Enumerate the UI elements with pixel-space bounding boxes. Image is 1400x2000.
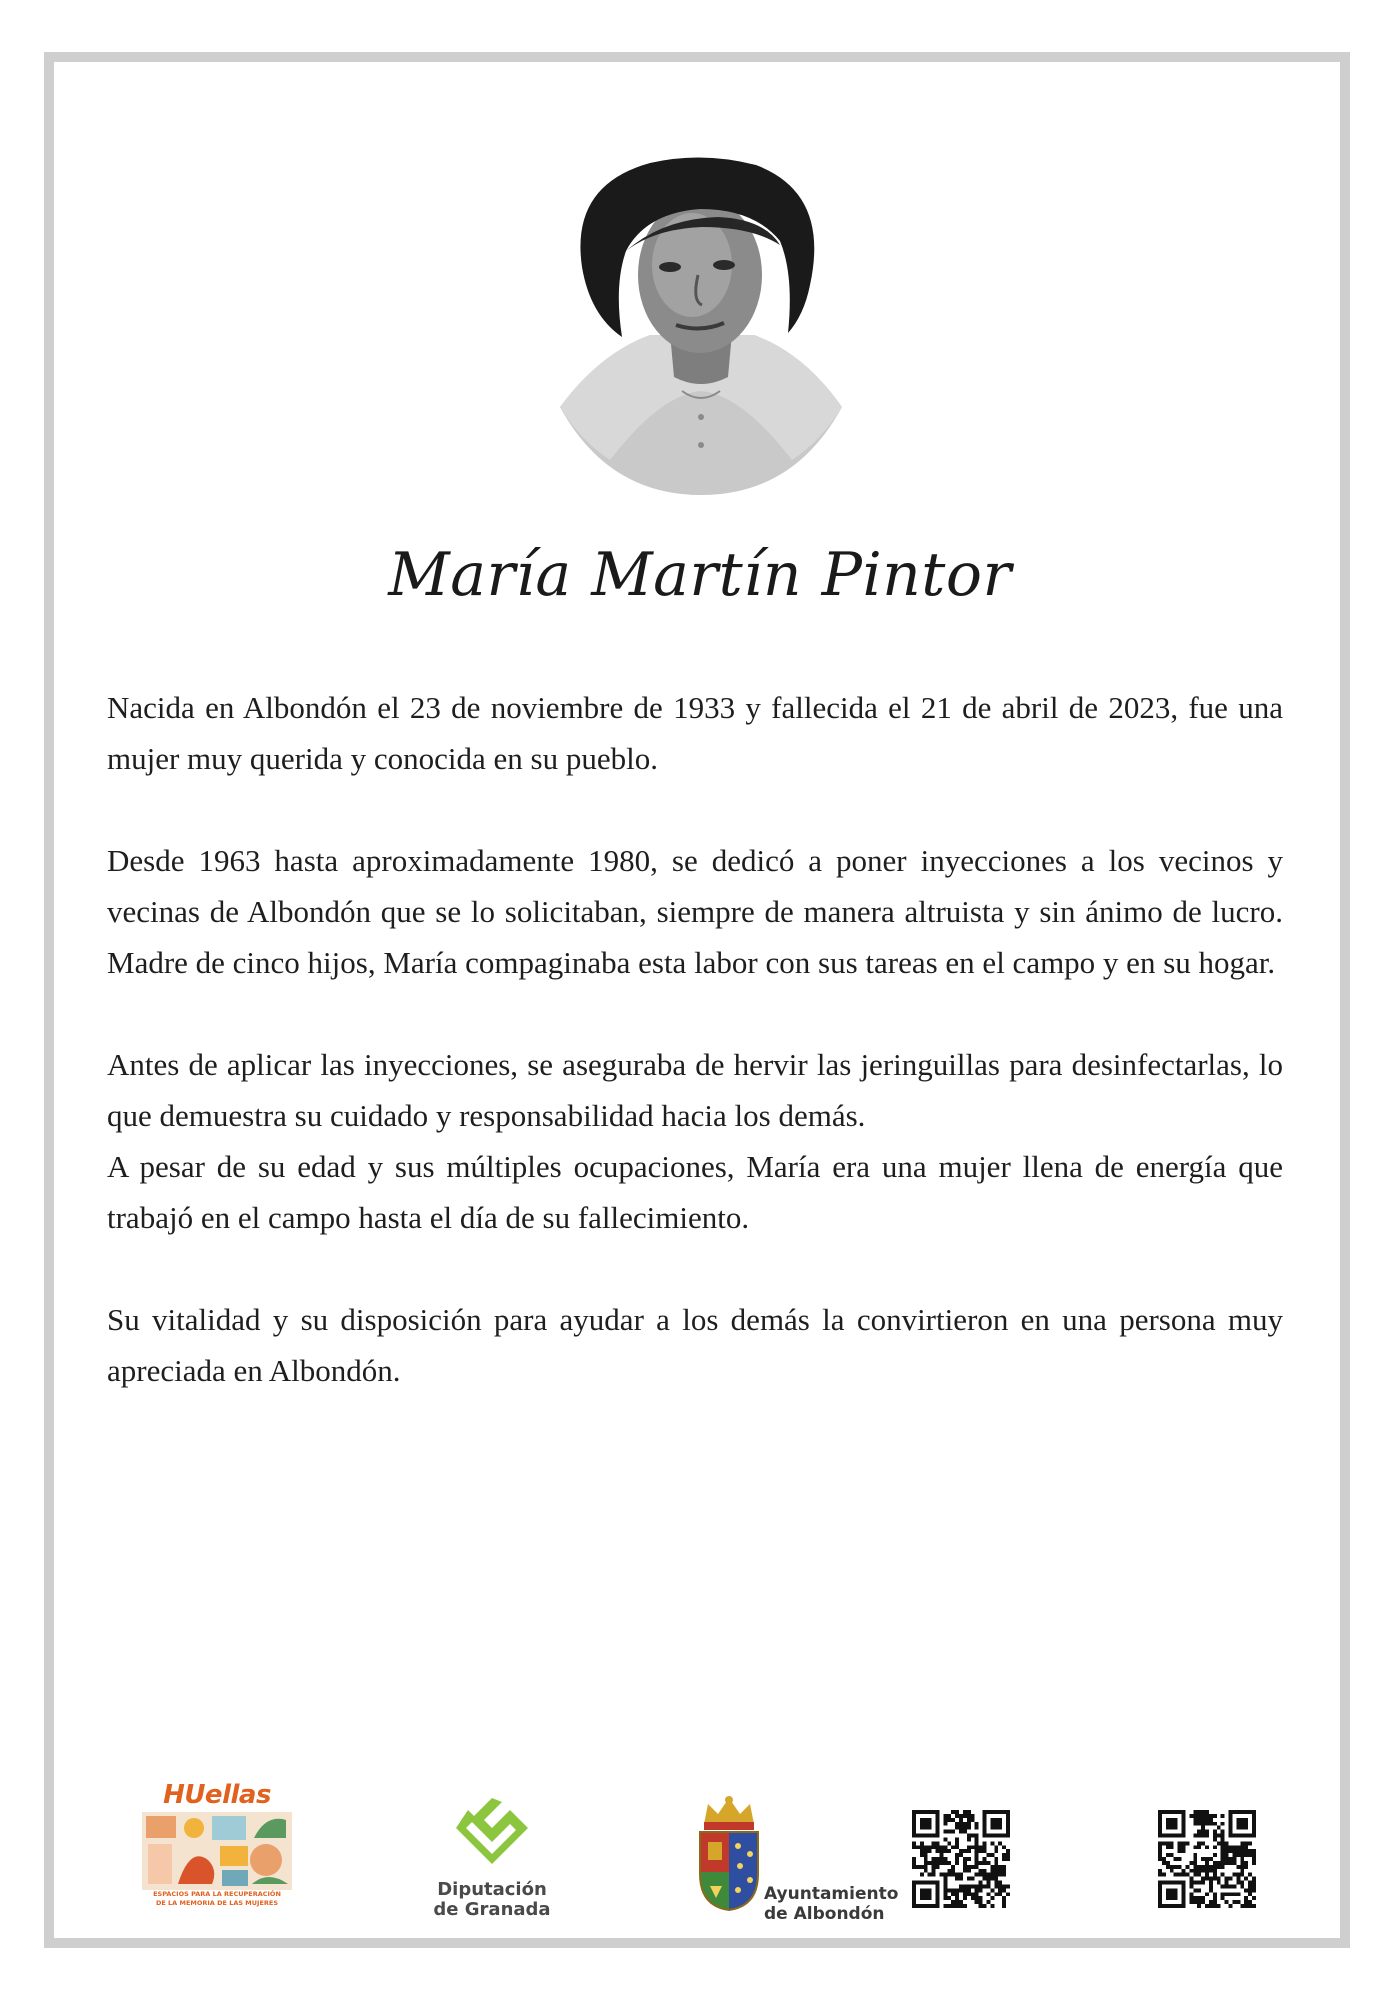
biography-paragraph: Su vitalidad y su disposición para ayudar a los demás la convirtieron en una persona muy apreciada en Albondón.	[107, 1302, 1283, 1388]
ayuntamiento-label: Ayuntamiento de Albondón	[764, 1884, 899, 1924]
diputacion-label: Diputación de Granada	[433, 1879, 551, 1920]
diputacion-mark-icon	[450, 1798, 534, 1870]
memorial-name: María Martín Pintor	[388, 540, 1012, 610]
biography-paragraph: Desde 1963 hasta aproximadamente 1980, se dedicó a poner inyecciones a los vecinos y vecinas de Albondón que se lo solicitaban, siempre de manera altruista y sin ánimo de lucro. Madre de cinco hijos, María compaginaba esta labor con sus tareas en el campo y en su hogar.	[107, 843, 1283, 980]
diputacion-granada-logo	[422, 1798, 562, 1928]
huellas-logo	[142, 1780, 292, 1910]
huellas-illustration-icon	[142, 1812, 292, 1890]
portrait-photo	[542, 155, 860, 495]
huellas-wordmark: HUellas	[163, 1780, 271, 1810]
ayuntamiento-albondon-logo	[696, 1794, 906, 1924]
biography-paragraph: A pesar de su edad y sus múltiples ocupaciones, María era una mujer llena de energía que trabajó en el campo hasta el día de su fallecimiento.	[107, 1149, 1283, 1235]
biography-paragraph: Antes de aplicar las inyecciones, se aseguraba de hervir las jeringuillas para desinfectarlas, lo que demuestra su cuidado y responsabilidad hacia los demás.	[107, 1047, 1283, 1133]
biography-text	[107, 682, 1283, 1447]
qr-code-icon[interactable]	[912, 1810, 1010, 1908]
coat-of-arms-icon	[696, 1794, 762, 1912]
footer-logos	[0, 1780, 1400, 1930]
huellas-caption: ESPACIOS PARA LA RECUPERACIÓN DE LA MEMORIA DE LAS MUJERES	[153, 1890, 281, 1907]
biography-paragraph: Nacida en Albondón el 23 de noviembre de 1933 y fallecida el 21 de abril de 2023, fue una mujer muy querida y conocida en su pueblo.	[107, 690, 1283, 776]
qr-code-icon[interactable]	[1158, 1810, 1256, 1908]
